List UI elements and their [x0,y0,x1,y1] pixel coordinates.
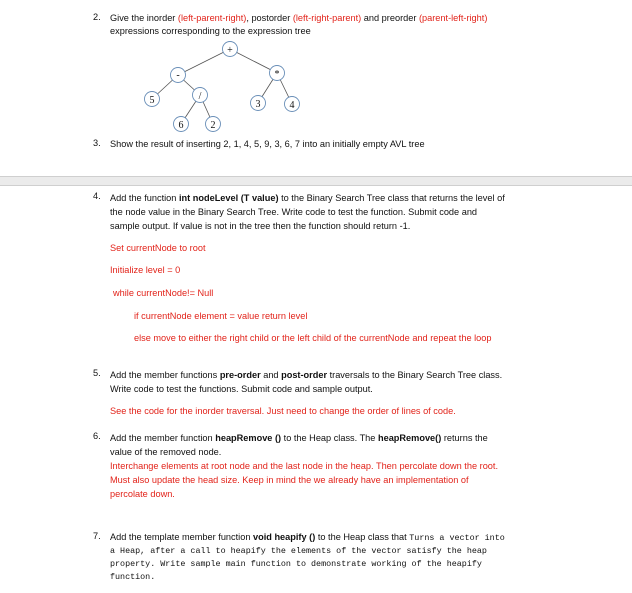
q5-postorder: post-order [281,370,328,380]
q6-red-line3: percolate down. [110,489,175,499]
q4-pseudo-line-1: Set currentNode to root [110,243,206,253]
question-4-number: 4. [93,191,101,201]
node-right-label: * [274,69,280,80]
q2-text-line2: expressions corresponding to the expression tree [110,26,311,36]
q6-red-line1: Interchange elements at root node and the last node in the heap. Then percolate down the root. [110,461,499,471]
q4-pseudo-line-4: if currentNode element = value return level [134,311,308,321]
q2-text-b: , postorder [246,13,293,23]
question-4-text [110,191,560,233]
q7-text-a: Add the template member function [110,532,253,542]
question-6-number: 6. [93,431,101,441]
q6-text-a: Add the member function [110,433,216,443]
q5-text-b: and [260,370,282,380]
question-5-text [110,368,560,396]
question-5-number: 5. [93,368,101,378]
q2-text-a: Give the inorder [110,13,178,23]
q4-pseudo-line-2: Initialize level = 0 [110,265,181,275]
edge-root-left [178,49,230,75]
q5-text-a: Add the member functions [110,370,220,380]
question-7-text [110,531,580,583]
q6-heapremove-2: heapRemove() [377,433,442,443]
q5-preorder: pre-order [219,370,261,380]
node-lr-label: / [198,91,202,102]
question-2-number: 2. [93,12,101,22]
node-ll-label: 5 [149,95,155,106]
question-7-number: 7. [93,531,101,541]
q4-line3: sample output. If value is not in the tree then the function should return -1. [110,221,411,231]
q4-text-b: to the Binary Search Tree class that returns the level of [278,193,505,203]
q4-signature: int nodeLevel (T value) [178,193,279,203]
q2-postorder-red: (left-right-parent) [292,13,362,23]
q4-pseudo-line-5: else move to either the right child or the left child of the currentNode and repeat the loop [134,333,492,343]
q6-text-b: to the Heap class. The [281,433,378,443]
q4-line2: the node value in the Binary Search Tree. Write code to test the function. Submit code and [110,207,478,217]
q7-line3: property. Write sample main function to demonstrate working of the heapify [110,559,482,569]
node-lrr-label: 2 [210,120,216,131]
question-6-text [110,431,560,501]
q2-preorder-red: (parent-left-right) [418,13,488,23]
page-break [0,176,632,186]
question-3-number: 3. [93,138,101,148]
q5-line2: Write code to test the functions. Submit code and sample output. [110,384,373,394]
question-3-text: Show the result of inserting 2, 1, 4, 5, 9, 3, 6, 7 into an initially empty AVL tree [110,139,425,149]
q6-text-c: returns the [441,433,488,443]
q7-line2: a Heap, after a call to heapify the elements of the vector satisfy the heap [110,546,487,556]
q5-text-c: traversals to the Binary Search Tree class. [327,370,503,380]
q4-text-a: Add the function [110,193,179,203]
node-rr-label: 4 [289,100,295,111]
expression-tree [0,0,632,140]
document-page-1 [0,0,632,176]
q7-mono-a: Turns a vector into [409,533,505,543]
q2-text-c: and preorder [361,13,419,23]
node-lrl-label: 6 [178,120,184,131]
q6-heapremove: heapRemove () [215,433,282,443]
q6-line2: value of the removed node. [110,447,222,457]
q4-pseudo-line-3: while currentNode!= Null [113,288,214,298]
q2-inorder-red: (left-parent-right) [177,13,247,23]
q7-text-b: to the Heap class that [315,532,410,542]
q5-note: See the code for the inorder traversal. Just need to change the order of lines of code. [110,406,456,416]
q7-heapify: void heapify () [253,532,316,542]
node-left-label: - [176,70,180,81]
node-rl-label: 3 [255,99,261,110]
document-page-2 [0,186,632,593]
q7-line4: function. [110,572,156,582]
q6-red-line2: Must also update the head size. Keep in mind the we already have an implementation of [110,475,469,485]
node-root-label: + [227,45,233,56]
